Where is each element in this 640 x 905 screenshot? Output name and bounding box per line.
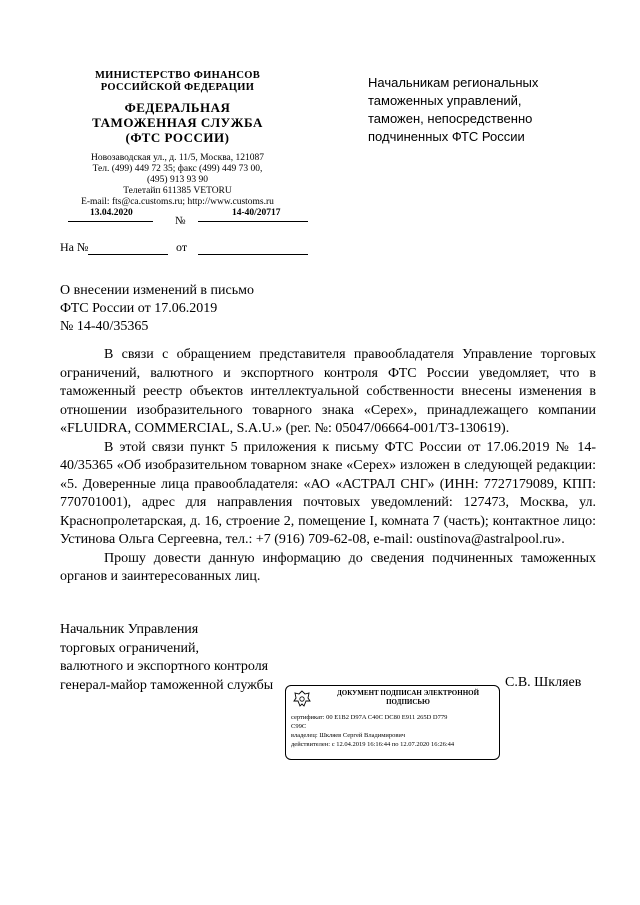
stamp-title-line: ПОДПИСЬЮ (386, 697, 430, 706)
letter-body (60, 346, 596, 587)
addressee-line: подчиненных ФТС России (368, 129, 525, 144)
ministry-line-2: РОССИЙСКОЙ ФЕДЕРАЦИИ (100, 82, 255, 93)
addressee-block (368, 74, 598, 146)
position-line: генерал-майор таможенной службы (60, 677, 274, 693)
addressee-line: таможенных управлений, (368, 93, 522, 108)
address-block (60, 153, 295, 208)
certificate-line: сертификат: 00 E1B2 D97A C40C DC80 E911 265D D779 (291, 714, 448, 721)
phone-line-2: (495) 913 93 90 (147, 175, 208, 185)
from-underline (198, 254, 308, 255)
signatory-name: С.В. Шкляев (505, 675, 582, 690)
on-no-label: На № (60, 240, 89, 254)
number-sign: № (175, 215, 186, 227)
body-paragraph: В этой связи пункт 5 приложения к письму ФТС России от 17.06.2019 № 14-40/35365 «Об изобразительном товарном знаке «Серех» изложен в следующей редакции: «5. Доверенные лица правообладателя: «АО «АСТРАЛ СНГ» (ИНН: 7727179089, КПП: 770701001), адрес для направления почтовых уведомлений: 127473, Москва, ул. Краснопролетарская, д. 16, строение 2, помещение I, комната 7 (часть); контактное лицо: Устинова Ольга Сергеевна, тел.: +7 (916) 709-62-08, e-mail: oustinova@astralpool.ru». (60, 439, 596, 547)
date-underline (68, 221, 153, 222)
subject-line: № 14-40/35365 (60, 319, 149, 334)
owner-line: владелец: Шкляев Сергей Владимирович (291, 732, 406, 739)
teletype-line: Телетайп 611385 VETORU (123, 186, 232, 196)
phone-line: Тел. (499) 449 72 35; факс (499) 449 73 00, (92, 164, 263, 174)
subject-block (60, 282, 360, 336)
stamp-title-line: ДОКУМЕНТ ПОДПИСАН ЭЛЕКТРОННОЙ (336, 689, 480, 697)
coat-of-arms-icon (291, 689, 313, 709)
stamp-title (320, 689, 496, 706)
service-line-1: ФЕДЕРАЛЬНАЯ (124, 100, 231, 115)
registration-row (60, 208, 300, 232)
addressee-line: Начальникам региональных (368, 75, 539, 90)
subject-line: О внесении изменений в письмо (60, 283, 254, 298)
body-paragraph: Прошу довести данную информацию до сведения подчиненных таможенных органов и заинтересованных лиц. (60, 550, 596, 584)
letterhead (60, 70, 295, 208)
ministry-line-1: МИНИСТЕРСТВО ФИНАНСОВ (94, 70, 261, 81)
body-paragraph: В связи с обращением представителя правообладателя Управление торговых ограничений, валютного и экспортного контроля ФТС России уведомляет, что в таможенный реестр объектов интеллектуальной собственности внесены изменения в отношении изобразительного товарного знака «Серех», принадлежащего компании «FLUIDRA, COMMERCIAL, S.A.U.» (рег. №: 05047/06664-001/ТЗ-130619). (60, 347, 596, 436)
position-line: торговых ограничений, (60, 640, 200, 656)
validity-line: действителен: с 12.04.2019 16:16:44 по 12.07.2020 16:26:44 (291, 741, 455, 748)
email-line: E-mail: fts@ca.customs.ru; http://www.customs.ru (81, 197, 274, 207)
stamp-details (291, 713, 496, 749)
from-label: от (176, 240, 188, 254)
position-line: валютного и экспортного контроля (60, 659, 269, 674)
service-line-3: (ФТС РОССИИ) (125, 130, 230, 145)
certificate-line-2: C99C (291, 723, 307, 730)
position-line: Начальник Управления (60, 622, 199, 637)
subject-line: ФТС России от 17.06.2019 (60, 301, 218, 316)
reference-row (60, 240, 300, 256)
electronic-signature-stamp (285, 685, 500, 760)
address-line: Новозаводская ул., д. 11/5, Москва, 121087 (90, 153, 265, 163)
on-no-underline (88, 254, 168, 255)
service-line-2: ТАМОЖЕННАЯ СЛУЖБА (92, 115, 263, 130)
registration-number: 14-40/20717 (232, 208, 281, 218)
signatory-position (60, 621, 320, 695)
registration-date: 13.04.2020 (90, 208, 133, 218)
addressee-line: таможен, непосредственно (368, 111, 533, 126)
number-underline (198, 221, 308, 222)
